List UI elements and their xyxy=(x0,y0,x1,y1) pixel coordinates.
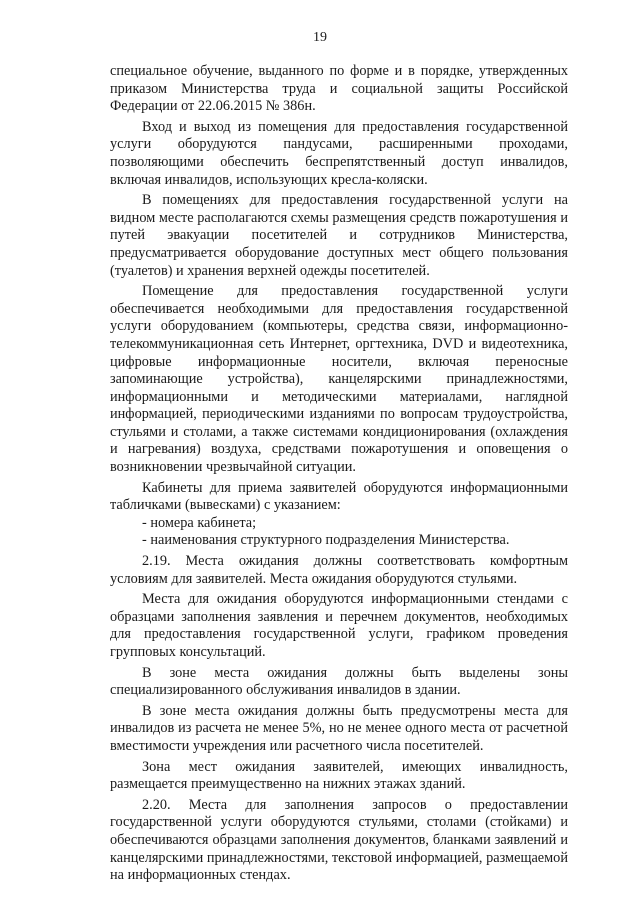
paragraph-info-stands: Места для ожидания оборудуются информационными стендами с образцами заполнения заявления и перечнем документов, необходимых для предоставления государственной услуги, графиком проведения групповых консультаций. xyxy=(110,591,568,660)
list-item-department-name: - наименования структурного подразделения Министерства. xyxy=(142,532,510,549)
paragraph-section-2-19: 2.19. Места ожидания должны соответствовать комфортным условиям для заявителей. Места ожидания оборудуются стульями. xyxy=(110,553,568,587)
paragraph-section-2-20: 2.20. Места для заполнения запросов о предоставлении государственной услуги оборудуются стульями, столами (стойками) и обеспечиваются образцами заполнения документов, бланками заявлений и канцелярскими принадлежностями, текстовой информацией, размещаемой на информационных стендах. xyxy=(110,796,568,884)
paragraph-evacuation-schemes: В помещениях для предоставления государственной услуги на видном месте располагаются схемы размещения средств пожаротушения и путей эвакуации посетителей и сотрудников Министерства, предусматривается оборудование доступных мест общего пользования (туалетов) и хранения верхней одежды посетителей. xyxy=(110,192,568,279)
document-body xyxy=(110,63,568,885)
page-number: 19 xyxy=(313,30,327,45)
paragraph-lower-floors: Зона мест ожидания заявителей, имеющих инвалидность, размещается преимущественно на нижних этажах зданий. xyxy=(110,758,568,793)
paragraph-disabled-seats: В зоне места ожидания должны быть предусмотрены места для инвалидов из расчета не менее 5%, но не менее одного места от расчетной вместимости учреждения или расчетного числа посетителей. xyxy=(110,702,568,754)
paragraph-office-signs: Кабинеты для приема заявителей оборудуются информационными табличками (вывесками) с указанием: xyxy=(110,479,568,514)
paragraph-entrance-access: Вход и выход из помещения для предоставления государственной услуги оборудуются пандусами, расширенными проходами, позволяющими обеспечить беспрепятственный доступ инвалидов, включая инвалидов, использующих кресла-коляски. xyxy=(110,118,568,188)
paragraph-continuation: специальное обучение, выданного по форме и в порядке, утвержденных приказом Министерства труда и социальной защиты Российской Федерации от 22.06.2015 № 386н. xyxy=(110,63,568,115)
paragraph-disabled-service-zones: В зоне места ожидания должны быть выделены зоны специализированного обслуживания инвалидов в здании. xyxy=(110,664,568,699)
list-item-office-number: - номера кабинета; xyxy=(142,514,257,531)
paragraph-equipment: Помещение для предоставления государственной услуги обеспечивается необходимыми для предоставления государственной услуги оборудованием (компьютеры, средства связи, информационно-телекоммуникационная сеть Интернет, оргтехника, DVD и видеотехника, цифровые информационные носители, включая переносные запоминающие устройства), канцелярскими принадлежностями, информационными и методическими материалами, наглядной информацией, периодическими изданиями по вопросам трудоустройства, стульями и столами, а также системами кондиционирования (охлаждения и нагревания) воздуха, средствами пожаротушения и оповещения о возникновении чрезвычайной ситуации. xyxy=(110,283,568,476)
